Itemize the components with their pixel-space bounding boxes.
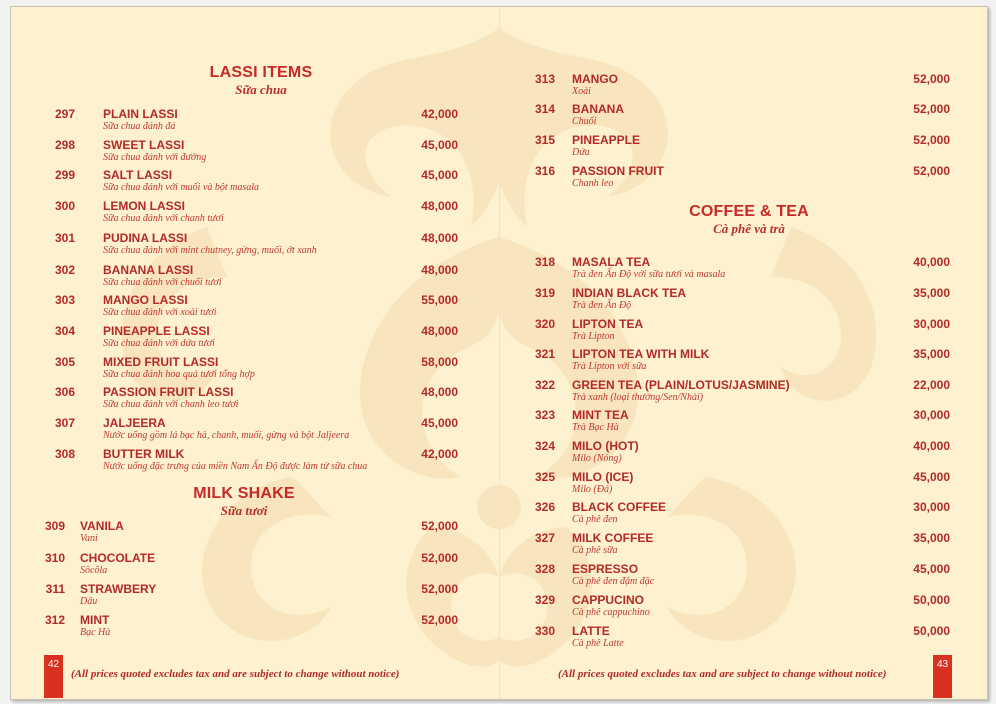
item-number: 305	[54, 355, 75, 369]
coffee-tea-section-title: COFFEE & TEA	[689, 203, 809, 220]
item-number: 307	[54, 416, 75, 430]
item-name: BUTTER MILK	[103, 447, 185, 461]
menu-spread	[10, 6, 988, 700]
menu-item	[499, 593, 987, 623]
item-description: Cà phê đen	[572, 514, 618, 525]
item-name: LATTE	[572, 624, 610, 638]
item-name: PINEAPPLE LASSI	[103, 324, 210, 338]
item-number: 311	[45, 582, 65, 596]
item-description: Trà Lipton với sữa	[572, 361, 647, 372]
menu-item	[11, 324, 499, 354]
item-name: MIXED FRUIT LASSI	[103, 355, 219, 369]
lassi-section-subtitle: Sữa chua	[235, 82, 287, 97]
item-number: 315	[534, 133, 555, 147]
item-description: Nước uống gồm lá bạc hà, chanh, muối, gừng và bột Jaljeera	[103, 430, 350, 441]
item-number: 316	[534, 164, 555, 178]
menu-item	[11, 263, 499, 293]
item-number: 302	[54, 263, 75, 277]
item-description: Sữa chua đánh với mint chutney, gừng, muối, ớt xanh	[103, 245, 317, 256]
item-price: 40,000	[913, 439, 950, 453]
item-price: 45,000	[913, 470, 950, 484]
item-description: Cà phê sữa	[572, 545, 618, 556]
item-description: Sôcôla	[80, 565, 108, 576]
item-price: 22,000	[913, 378, 950, 392]
item-price: 45,000	[421, 168, 458, 182]
left-page	[11, 7, 499, 699]
item-price: 45,000	[421, 416, 458, 430]
menu-item	[499, 439, 987, 469]
item-number: 319	[534, 286, 555, 300]
menu-item	[11, 519, 499, 549]
menu-item	[11, 231, 499, 261]
menu-item	[499, 164, 987, 194]
item-price: 45,000	[421, 138, 458, 152]
item-description: Sữa chua đánh đá	[103, 121, 176, 132]
item-description: Sữa chua đánh với chanh tươi	[103, 213, 224, 224]
item-name: MANGO	[572, 72, 618, 86]
item-name: STRAWBERY	[80, 582, 157, 596]
item-number: 300	[54, 199, 75, 213]
item-name: BANANA LASSI	[103, 263, 194, 277]
item-name: INDIAN BLACK TEA	[572, 286, 686, 300]
item-number: 324	[534, 439, 555, 453]
item-name: MANGO LASSI	[103, 293, 188, 307]
item-name: PINEAPPLE	[572, 133, 641, 147]
page-number: 42	[44, 655, 63, 698]
item-number: 325	[534, 470, 555, 484]
lassi-section-title: LASSI ITEMS	[209, 64, 313, 81]
item-price: 50,000	[913, 624, 950, 638]
item-price: 52,000	[421, 551, 458, 565]
item-description: Sữa chua đánh với muối và bột masala	[103, 182, 260, 193]
menu-item	[499, 72, 987, 102]
item-number: 318	[534, 255, 555, 269]
item-description: Cà phê cappuchino	[572, 607, 650, 618]
item-number: 304	[54, 324, 75, 338]
item-description: Trà đen Ấn Độ với sữa tươi và masala	[572, 269, 726, 280]
item-price: 50,000	[913, 593, 950, 607]
item-description: Sữa chua đánh với xoài tươi	[103, 307, 217, 318]
item-name: LIPTON TEA WITH MILK	[572, 347, 710, 361]
item-number: 330	[534, 624, 555, 638]
item-description: Trà Bạc Hà	[572, 422, 619, 433]
item-name: MINT TEA	[572, 408, 629, 422]
item-description: Sữa chua đánh với chanh leo tươi	[103, 399, 239, 410]
item-description: Sữa chua đánh hoa quả tươi tổng hợp	[103, 369, 255, 380]
menu-item	[11, 199, 499, 229]
page-number: 43	[933, 655, 952, 698]
item-name: MILO (ICE)	[572, 470, 634, 484]
item-description: Milo (Đá)	[572, 484, 613, 495]
item-price: 30,000	[913, 500, 950, 514]
item-price: 48,000	[421, 199, 458, 213]
item-number: 326	[534, 500, 555, 514]
item-description: Trà đen Ấn Độ	[572, 300, 632, 311]
milkshake-section-subtitle: Sữa tươi	[220, 503, 268, 518]
item-number: 323	[534, 408, 555, 422]
item-price: 30,000	[913, 317, 950, 331]
item-price: 35,000	[913, 531, 950, 545]
item-name: BANANA	[572, 102, 624, 116]
milkshake-section-title: MILK SHAKE	[193, 485, 295, 502]
item-description: Trà xanh (loại thường/Sen/Nhài)	[572, 392, 704, 403]
menu-item	[499, 347, 987, 377]
item-number: 327	[534, 531, 555, 545]
menu-item	[11, 355, 499, 385]
menu-item	[11, 416, 499, 446]
item-name: LIPTON TEA	[572, 317, 644, 331]
menu-item	[11, 613, 499, 643]
menu-item	[499, 317, 987, 347]
item-name: SWEET LASSI	[103, 138, 185, 152]
menu-item	[499, 624, 987, 654]
menu-item	[499, 133, 987, 163]
item-number: 313	[534, 72, 555, 86]
menu-item	[499, 378, 987, 408]
item-description: Trà Lipton	[572, 331, 615, 342]
item-description: Chuối	[572, 116, 597, 127]
item-price: 45,000	[913, 562, 950, 576]
item-number: 321	[534, 347, 555, 361]
item-price: 52,000	[913, 164, 950, 178]
item-name: MILK COFFEE	[572, 531, 654, 545]
item-description: Bạc Hà	[80, 627, 111, 638]
menu-item	[499, 102, 987, 132]
item-number: 303	[54, 293, 75, 307]
item-price: 52,000	[913, 102, 950, 116]
item-name: PASSION FRUIT LASSI	[103, 385, 234, 399]
item-name: BLACK COFFEE	[572, 500, 666, 514]
menu-item	[11, 138, 499, 168]
item-name: MINT	[80, 613, 110, 627]
item-number: 299	[54, 168, 75, 182]
item-number: 314	[534, 102, 555, 116]
item-number: 298	[54, 138, 75, 152]
item-name: CHOCOLATE	[80, 551, 156, 565]
item-price: 48,000	[421, 385, 458, 399]
coffee-tea-section-subtitle: Cà phê và trà	[713, 221, 785, 236]
item-price: 48,000	[421, 324, 458, 338]
item-price: 52,000	[421, 582, 458, 596]
item-price: 52,000	[421, 519, 458, 533]
item-price: 52,000	[913, 72, 950, 86]
item-description: Sữa chua đánh với đường	[103, 152, 207, 163]
item-name: LEMON LASSI	[103, 199, 186, 213]
right-page	[499, 7, 987, 699]
item-description: Sữa chua đánh với chuối tươi	[103, 277, 222, 288]
item-price: 35,000	[913, 286, 950, 300]
menu-item	[499, 470, 987, 500]
item-price: 42,000	[421, 107, 458, 121]
menu-item	[11, 293, 499, 323]
item-description: Dâu	[80, 596, 98, 607]
item-number: 308	[54, 447, 75, 461]
item-description: Cà phê đen đậm đặc	[572, 576, 655, 587]
item-number: 328	[534, 562, 555, 576]
item-name: PASSION FRUIT	[572, 164, 664, 178]
item-name: PUDINA LASSI	[103, 231, 188, 245]
item-name: MASALA TEA	[572, 255, 651, 269]
item-price: 48,000	[421, 263, 458, 277]
item-name: SALT LASSI	[103, 168, 173, 182]
menu-item	[11, 168, 499, 198]
item-price: 42,000	[421, 447, 458, 461]
item-description: Xoài	[572, 86, 591, 97]
item-description: Chanh leo	[572, 178, 614, 189]
menu-item	[499, 500, 987, 530]
item-price: 52,000	[913, 133, 950, 147]
item-description: Sữa chua đánh với dứa tươi	[103, 338, 215, 349]
price-disclaimer: (All prices quoted excludes tax and are subject to change without notice)	[71, 668, 400, 680]
menu-item	[499, 286, 987, 316]
item-name: JALJEERA	[103, 416, 166, 430]
item-description: Dứa	[572, 147, 590, 158]
item-number: 322	[534, 378, 555, 392]
item-name: ESPRESSO	[572, 562, 639, 576]
price-disclaimer: (All prices quoted excludes tax and are subject to change without notice)	[558, 668, 887, 680]
menu-item	[11, 582, 499, 612]
item-description: Milo (Nóng)	[572, 453, 622, 464]
menu-item	[499, 562, 987, 592]
item-number: 309	[44, 519, 65, 533]
item-number: 310	[44, 551, 65, 565]
menu-item	[11, 107, 499, 137]
menu-item	[11, 551, 499, 581]
item-name: MILO (HOT)	[572, 439, 639, 453]
item-number: 329	[534, 593, 555, 607]
item-price: 30,000	[913, 408, 950, 422]
item-price: 52,000	[421, 613, 458, 627]
item-price: 58,000	[421, 355, 458, 369]
item-price: 48,000	[421, 231, 458, 245]
item-description: Cà phê Latte	[572, 638, 624, 649]
item-number: 320	[534, 317, 555, 331]
item-description: Vani	[80, 533, 98, 544]
item-price: 35,000	[913, 347, 950, 361]
item-number: 312	[44, 613, 65, 627]
menu-item	[499, 531, 987, 561]
item-price: 40,000	[913, 255, 950, 269]
menu-item	[499, 255, 987, 285]
item-price: 55,000	[421, 293, 458, 307]
item-name: CAPPUCINO	[572, 593, 645, 607]
item-number: 306	[54, 385, 75, 399]
item-number: 301	[54, 231, 75, 245]
item-number: 297	[54, 107, 75, 121]
item-name: PLAIN LASSI	[103, 107, 178, 121]
menu-item	[11, 385, 499, 415]
menu-item	[11, 447, 499, 477]
item-description: Nước uống đặc trưng của miền Nam Ấn Độ được làm từ sữa chua	[103, 461, 368, 472]
item-name: VANILA	[80, 519, 124, 533]
item-name: GREEN TEA (PLAIN/LOTUS/JASMINE)	[572, 378, 790, 392]
menu-item	[499, 408, 987, 438]
